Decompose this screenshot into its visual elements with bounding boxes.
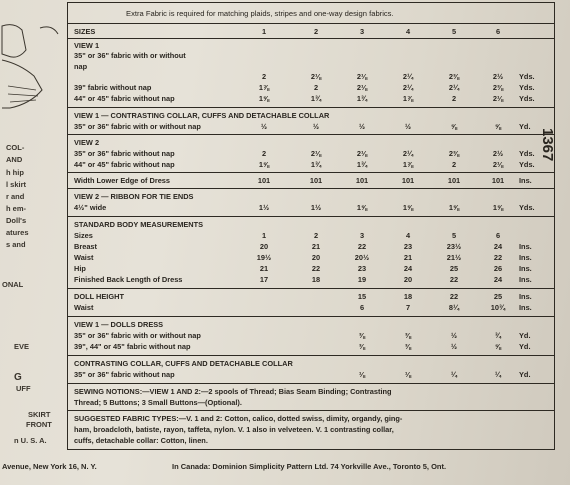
- view2-row1-label: 35" or 36" fabric without nap: [74, 149, 175, 158]
- sizes-label: SIZES: [74, 27, 96, 36]
- doll-w-c4: 10¾: [490, 303, 506, 312]
- dolls-dress-r2-c1: ⅜: [358, 342, 366, 351]
- view1-r1-c4: 2¼: [402, 72, 414, 81]
- view1-r2-c5: 2¼: [448, 83, 460, 92]
- body-r3-c6: 22: [493, 253, 503, 262]
- doll-w-c3: 8¼: [448, 303, 460, 312]
- view1-r1-c2: 2⅛: [310, 72, 322, 81]
- body-r3-c4: 21: [403, 253, 413, 262]
- body-r5-c6: 24: [493, 275, 503, 284]
- notions-line2: Thread; 5 Buttons; 3 Small Buttons—(Optional).: [74, 398, 242, 407]
- body-r1-c1: 1: [261, 231, 267, 240]
- width-c1: 101: [257, 176, 271, 185]
- divider: [68, 134, 554, 135]
- view2-title: VIEW 2: [74, 138, 100, 147]
- left-text-9: ONAL: [2, 280, 24, 289]
- body-r4-label: Hip: [74, 264, 86, 273]
- doll-h-c1: 15: [357, 292, 367, 301]
- body-r3-c5: 21½: [446, 253, 462, 262]
- body-r5-c4: 20: [403, 275, 413, 284]
- dolls-dress-r2-label: 39", 44" or 45" fabric without nap: [74, 342, 191, 351]
- ribbon-label: 4½" wide: [74, 203, 107, 212]
- view1-row2-label: 39" fabric without nap: [74, 83, 152, 92]
- view1-r2-c4: 2¼: [402, 83, 414, 92]
- view2-r2-c3: 1¾: [356, 160, 368, 169]
- body-r2-c5: 23½: [446, 242, 462, 251]
- left-text-10: EVE: [14, 342, 30, 351]
- ribbon-c1: 1½: [258, 203, 270, 212]
- doll-w-c2: 7: [405, 303, 411, 312]
- dolls-dress-r2-c4: ⅝: [494, 342, 502, 351]
- body-r2-c3: 22: [357, 242, 367, 251]
- dress-illustration: [0, 20, 62, 115]
- view2-row2-label: 44" or 45" fabric without nap: [74, 160, 175, 169]
- left-text-11: G: [14, 372, 22, 383]
- body-r2-label: Breast: [74, 242, 98, 251]
- contrast1-title: VIEW 1 — CONTRASTING COLLAR, CUFFS AND DETACHABLE COLLAR: [74, 111, 330, 120]
- doll-height-label: DOLL HEIGHT: [74, 292, 124, 301]
- divider: [68, 188, 554, 189]
- ribbon-c6: 1⅝: [492, 203, 504, 212]
- view1-r3-c5: 2: [451, 94, 457, 103]
- divider: [68, 23, 554, 24]
- dolls-dress-r2-unit: Yd.: [519, 342, 531, 351]
- width-c3: 101: [355, 176, 369, 185]
- view1-row1-label2: nap: [74, 62, 88, 71]
- contrast1-c6: ⅝: [494, 122, 502, 131]
- view2-r1-c4: 2¼: [402, 149, 414, 158]
- body-r1-c2: 2: [313, 231, 319, 240]
- dolls-dress-r1-c1: ⅜: [358, 331, 366, 340]
- view2-r2-c5: 2: [451, 160, 457, 169]
- body-r1-c5: 5: [451, 231, 457, 240]
- doll-contrast-unit: Yd.: [519, 370, 531, 379]
- body-r3-c3: 20½: [354, 253, 370, 262]
- ribbon-unit: Yds.: [519, 203, 535, 212]
- body-r5-c1: 17: [259, 275, 269, 284]
- contrast1-c3: ½: [358, 122, 366, 131]
- yardage-chart: [67, 2, 555, 450]
- body-r5-label: Finished Back Length of Dress: [74, 275, 183, 284]
- body-r4-c3: 23: [357, 264, 367, 273]
- size-col-6: 6: [495, 27, 501, 36]
- width-label: Width Lower Edge of Dress: [74, 176, 171, 185]
- divider: [68, 38, 554, 39]
- ribbon-c4: 1⅝: [402, 203, 414, 212]
- dolls-dress-r1-unit: Yd.: [519, 331, 531, 340]
- footer-canada: In Canada: Dominion Simplicity Pattern Ltd. 74 Yorkville Ave., Toronto 5, Ont.: [172, 462, 447, 471]
- view1-title: VIEW 1: [74, 41, 100, 50]
- body-r1-c3: 3: [359, 231, 365, 240]
- left-text-13: SKIRT: [28, 410, 51, 419]
- pattern-number: 1367: [539, 128, 556, 162]
- body-r2-c1: 20: [259, 242, 269, 251]
- body-r4-c5: 25: [449, 264, 459, 273]
- view1-row3-label: 44" or 45" fabric without nap: [74, 94, 175, 103]
- doll-contrast-c3: ¼: [450, 370, 458, 379]
- left-text-3: l skirt: [6, 180, 27, 189]
- view2-r1-c1: 2: [261, 149, 267, 158]
- doll-contrast-c2: ⅛: [404, 370, 412, 379]
- width-c2: 101: [309, 176, 323, 185]
- doll-w-c1: 6: [359, 303, 365, 312]
- body-r4-unit: Ins.: [519, 264, 532, 273]
- doll-contrast-c4: ¼: [494, 370, 502, 379]
- view1-r2-unit: Yds.: [519, 83, 535, 92]
- left-text-4: r and: [6, 192, 25, 201]
- footer-address: Avenue, New York 16, N. Y.: [2, 462, 97, 471]
- doll-contrast-title: CONTRASTING COLLAR, CUFFS AND DETACHABLE COLLAR: [74, 359, 293, 368]
- contrast1-c4: ½: [404, 122, 412, 131]
- body-r5-c3: 19: [357, 275, 367, 284]
- view2-r1-c3: 2⅛: [356, 149, 368, 158]
- view1-r1-c3: 2⅛: [356, 72, 368, 81]
- plaid-notice: Extra Fabric is required for matching plaids, stripes and one-way design fabrics.: [126, 9, 394, 18]
- contrast1-c2: ½: [312, 122, 320, 131]
- ribbon-c5: 1⅝: [448, 203, 460, 212]
- doll-waist-label: Waist: [74, 303, 94, 312]
- contrast1-unit: Yd.: [519, 122, 531, 131]
- left-text-12: UFF: [16, 384, 31, 393]
- view1-r3-c4: 1⅞: [402, 94, 414, 103]
- dolls-dress-r2-c2: ⅜: [404, 342, 412, 351]
- left-margin-text: [0, 0, 70, 485]
- fabric-types-line2: ham, broadcloth, batiste, rayon, taffeta, nylon. V. 1 also in velveteen. V. 1 contrasting collar,: [74, 425, 394, 434]
- view1-r2-c3: 2⅛: [356, 83, 368, 92]
- view1-r1-c1: 2: [261, 72, 267, 81]
- view1-r3-c6: 2⅛: [492, 94, 504, 103]
- doll-h-c3: 22: [449, 292, 459, 301]
- dolls-dress-r1-c3: ½: [450, 331, 458, 340]
- left-text-7: atures: [6, 228, 29, 237]
- ribbon-c2: 1½: [310, 203, 322, 212]
- doll-h-unit: Ins.: [519, 292, 532, 301]
- body-r1-c6: 6: [495, 231, 501, 240]
- dolls-dress-r1-label: 35" or 36" fabric with or without nap: [74, 331, 201, 340]
- view1-r2-c2: 2: [313, 83, 319, 92]
- body-r2-unit: Ins.: [519, 242, 532, 251]
- divider: [68, 216, 554, 217]
- body-r1-label: Sizes: [74, 231, 93, 240]
- size-col-4: 4: [405, 27, 411, 36]
- width-unit: Ins.: [519, 176, 532, 185]
- view1-r1-unit: Yds.: [519, 72, 535, 81]
- view2-r1-c2: 2⅛: [310, 149, 322, 158]
- body-r3-unit: Ins.: [519, 253, 532, 262]
- contrast1-label: 35" or 36" fabric with or without nap: [74, 122, 201, 131]
- view1-r1-c6: 2½: [492, 72, 504, 81]
- left-text-0: COL-: [6, 143, 25, 152]
- divider: [68, 316, 554, 317]
- body-r5-unit: Ins.: [519, 275, 532, 284]
- body-r2-c6: 24: [493, 242, 503, 251]
- ribbon-title: VIEW 2 — RIBBON FOR TIE ENDS: [74, 192, 194, 201]
- divider: [68, 107, 554, 108]
- left-text-8: s and: [6, 240, 26, 249]
- width-c4: 101: [401, 176, 415, 185]
- view2-r2-unit: Yds.: [519, 160, 535, 169]
- body-r1-c4: 4: [405, 231, 411, 240]
- body-r3-c1: 19½: [256, 253, 272, 262]
- view1-r1-c5: 2⅜: [448, 72, 460, 81]
- doll-h-c2: 18: [403, 292, 413, 301]
- left-text-6: Doll's: [6, 216, 27, 225]
- dolls-dress-r2-c3: ½: [450, 342, 458, 351]
- fabric-types-line3: cuffs, detachable collar: Cotton, linen.: [74, 436, 208, 445]
- contrast1-c5: ⅝: [450, 122, 458, 131]
- body-title: STANDARD BODY MEASUREMENTS: [74, 220, 204, 229]
- body-r2-c2: 21: [311, 242, 321, 251]
- body-r4-c4: 24: [403, 264, 413, 273]
- doll-contrast-label: 35" or 36" fabric without nap: [74, 370, 175, 379]
- view1-r3-unit: Yds.: [519, 94, 535, 103]
- fabric-types-line1: SUGGESTED FABRIC TYPES:—V. 1 and 2: Cotton, calico, dotted swiss, dimity, organdy, ging-: [74, 414, 403, 423]
- body-r4-c2: 22: [311, 264, 321, 273]
- dolls-dress-r1-c4: ¾: [494, 331, 502, 340]
- view2-r2-c2: 1¾: [310, 160, 322, 169]
- divider: [68, 355, 554, 356]
- view2-r1-unit: Yds.: [519, 149, 535, 158]
- size-col-5: 5: [451, 27, 457, 36]
- body-r3-c2: 20: [311, 253, 321, 262]
- doll-h-c4: 25: [493, 292, 503, 301]
- body-r5-c5: 22: [449, 275, 459, 284]
- dolls-dress-title: VIEW 1 — DOLLS DRESS: [74, 320, 164, 329]
- body-r5-c2: 18: [311, 275, 321, 284]
- notions-line1: SEWING NOTIONS:—VIEW 1 AND 2:—2 spools of Thread; Bias Seam Binding; Contrasting: [74, 387, 392, 396]
- view2-r2-c1: 1⅝: [258, 160, 270, 169]
- body-r4-c1: 21: [259, 264, 269, 273]
- view1-r3-c1: 1⅝: [258, 94, 270, 103]
- view1-row1-label: 35" or 36" fabric with or without: [74, 51, 186, 60]
- view1-r2-c1: 1⅞: [258, 83, 270, 92]
- view1-r2-c6: 2⅜: [492, 83, 504, 92]
- doll-contrast-c1: ⅛: [358, 370, 366, 379]
- size-col-2: 2: [313, 27, 319, 36]
- view1-r3-c3: 1¾: [356, 94, 368, 103]
- ribbon-c3: 1⅝: [356, 203, 368, 212]
- left-text-1: AND: [6, 155, 23, 164]
- dolls-dress-r1-c2: ⅜: [404, 331, 412, 340]
- left-text-14: FRONT: [26, 420, 52, 429]
- width-c6: 101: [491, 176, 505, 185]
- doll-w-unit: Ins.: [519, 303, 532, 312]
- divider: [68, 383, 554, 384]
- divider: [68, 172, 554, 173]
- view2-r2-c4: 1⅞: [402, 160, 414, 169]
- size-col-1: 1: [261, 27, 267, 36]
- body-r4-c6: 26: [493, 264, 503, 273]
- divider: [68, 288, 554, 289]
- left-text-15: n U. S. A.: [14, 436, 47, 445]
- view2-r1-c6: 2½: [492, 149, 504, 158]
- width-c5: 101: [447, 176, 461, 185]
- divider: [68, 410, 554, 411]
- view2-r1-c5: 2⅜: [448, 149, 460, 158]
- contrast1-c1: ½: [260, 122, 268, 131]
- view1-r3-c2: 1¾: [310, 94, 322, 103]
- view2-r2-c6: 2⅛: [492, 160, 504, 169]
- left-text-5: h em-: [6, 204, 27, 213]
- body-r2-c4: 23: [403, 242, 413, 251]
- body-r3-label: Waist: [74, 253, 94, 262]
- size-col-3: 3: [359, 27, 365, 36]
- left-text-2: h hip: [6, 168, 24, 177]
